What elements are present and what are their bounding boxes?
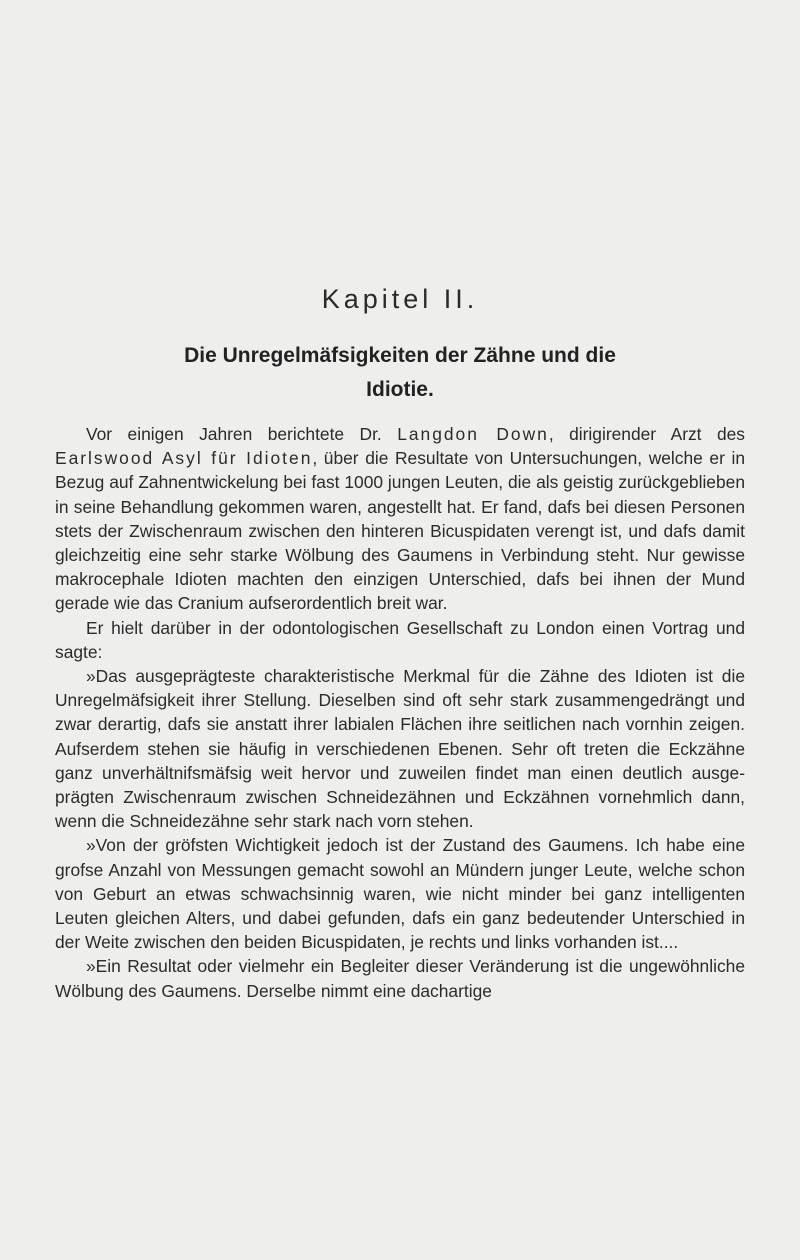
person-name-langdon-down: Langdon Down — [397, 424, 549, 444]
paragraph-3: »Das ausgeprägteste charakteristische Merkmal für die Zähne des Idioten ist die Unregelmäfsigkeit ihrer Stellung. Dieselben sind oft sehr stark zusammengedrängt und zwar derartig, dafs sie anstatt ihrer labialen Flächen ihre seitlichen nach vornhin zeigen. Aufserdem stehen sie häufig in verschiedenen Ebenen. Sehr oft treten die Eckzähne ganz unverhältnifsmäfsig weit hervor und zuweilen findet man einen deutlich ausgeprägten Zwischenraum zwischen Schneidezähnen und Eckzähnen vornehmlich dann, wenn die Schneidezähne sehr stark nach vorn stehen. — [55, 666, 745, 832]
paragraph-1-text-c: , über die Resultate von Untersuchungen, welche er in Bezug auf Zahnentwickelung bei fast 1000 jungen Leuten, die als geistig zurückgeblieben in seine Behandlung gekommen waren, angestellt hat. Er fand, dafs bei diesen Personen stets der Zwischenraum zwischen den hinteren Bicuspidaten verengt ist, und dafs damit gleichzeitig eine sehr starke Wölbung des Gaumens in Verbindung steht. Nur gewisse makrocephale Idioten machten den einzigen Unterschied, dafs bei ihnen der Mund gerade wie das Cranium aufserordentlich breit war. — [55, 448, 746, 614]
body-text — [55, 422, 745, 1003]
institution-name-earlswood: Earlswood Asyl für Idioten — [55, 448, 313, 469]
paragraph-1 — [55, 422, 745, 616]
chapter-title-line-2: Idiotie. — [366, 378, 434, 401]
chapter-title-line-1: Die Unregelmäfsigkeiten der Zähne und die — [184, 344, 616, 367]
paragraph-2: Er hielt darüber in der odontologischen Gesellschaft zu London einen Vortrag und sagte: — [55, 617, 745, 662]
paragraph-1-text-a: Vor einigen Jahren berichtete Dr. — [86, 424, 398, 444]
paragraph-5: »Ein Resultat oder vielmehr ein Begleiter dieser Veränderung ist die ungewöhnliche Wölbung des Gaumens. Derselbe nimmt eine dachartige — [55, 956, 745, 1001]
paragraph-1-text-b: , dirigirender Arzt des — [548, 424, 745, 444]
chapter-title — [80, 339, 720, 407]
chapter-heading: Kapitel II. — [321, 284, 479, 314]
paragraph-4: »Von der gröfsten Wichtigkeit jedoch ist der Zustand des Gaumens. Ich habe eine grofse Anzahl von Messungen gemacht sowohl an Mündern junger Leute, welche schon von Geburt an etwas schwachsinnig waren, wie nicht minder bei ganz intelligenten Leuten gleichen Alters, und dabei gefunden, dafs ein ganz bedeutender Unterschied in der Weite zwischen den beiden Bicuspidaten, je rechts und links vorhanden ist.... — [55, 835, 745, 953]
